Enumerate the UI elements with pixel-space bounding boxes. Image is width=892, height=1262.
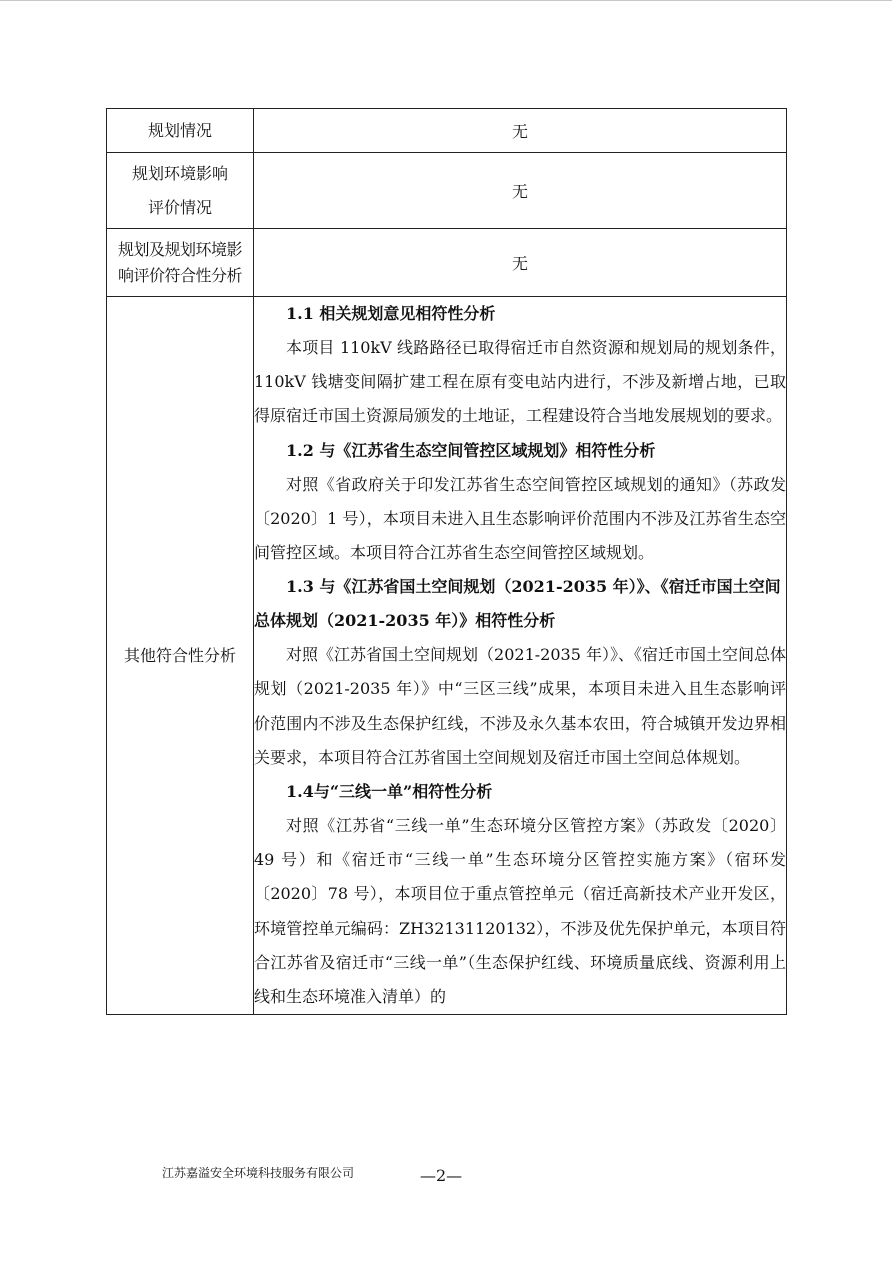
label-line: 响评价符合性分析 bbox=[117, 265, 242, 285]
section-heading-1-1: 1.1 相关规划意见相符性分析 bbox=[286, 304, 496, 323]
row-label-other-compliance: 其他符合性分析 bbox=[107, 297, 254, 1015]
table-row bbox=[107, 229, 787, 297]
section-text-1-3: 对照《江苏省国土空间规划（2021-2035 年）》、《宿迁市国土空间总体规划（2021-2035 年）》中“三区三线”成果，本项目未进入且生态影响评价范围内不涉及生态保护红线，不涉及永久基本农田，符合城镇开发边界相关要求，本项目符合江苏省国土空间规划及宿迁市国土空间总体规划。 bbox=[254, 645, 786, 767]
label-line: 规划及规划环境影 bbox=[117, 239, 242, 259]
section-heading-1-4: 1.4与“三线一单”相符性分析 bbox=[286, 782, 493, 802]
section-text-1-1: 本项目 110kV 线路路径已取得宿迁市自然资源和规划局的规划条件，110kV 钱塘变间隔扩建工程在原有变电站内进行，不涉及新增占地，已取得原宿迁市国土资源局颁发的土地证，工程建设符合当地发展规划的要求。 bbox=[254, 338, 786, 426]
row-label-planning-compliance bbox=[107, 229, 254, 297]
table-row bbox=[107, 153, 787, 229]
page-top-border bbox=[0, 0, 892, 1]
footer-company: 江苏嘉溢安全环境科技服务有限公司 bbox=[162, 1166, 355, 1180]
row-label-planning: 规划情况 bbox=[107, 109, 254, 153]
row-value-planning-eia: 无 bbox=[254, 153, 787, 229]
page-number: —2— bbox=[420, 1166, 463, 1185]
table-row bbox=[107, 297, 787, 1015]
compliance-table bbox=[106, 108, 787, 1015]
label-line: 评价情况 bbox=[147, 197, 212, 217]
section-text-1-4: 对照《江苏省“三线一单”生态环境分区管控方案》（苏政发〔2020〕49 号）和《宿迁市“三线一单”生态环境分区管控实施方案》（宿环发〔2020〕78 号），本项目位于重点管控单元（宿迁高新技术产业开发区，环境管控单元编码：ZH32131120132），不涉及优先保护单元，本项目符合江苏省及宿迁市“三线一单”（生态保护红线、环境质量底线、资源利用上线和生态环境准入清单）的 bbox=[254, 816, 786, 1007]
section-heading-1-3: 1.3 与《江苏省国土空间规划（2021-2035 年）》、《宿迁市国土空间总体规划（2021-2035 年）》相符性分析 bbox=[254, 577, 781, 631]
row-value-planning-compliance: 无 bbox=[254, 229, 787, 297]
section-heading-1-2: 1.2 与《江苏省生态空间管控区域规划》相符性分析 bbox=[286, 440, 656, 460]
label-line: 规划环境影响 bbox=[131, 163, 228, 183]
row-content-other-compliance bbox=[254, 297, 787, 1015]
row-value-planning: 无 bbox=[254, 109, 787, 153]
section-text-1-2: 对照《省政府关于印发江苏省生态空间管控区域规划的通知》（苏政发〔2020〕1 号），本项目未进入且生态影响评价范围内不涉及江苏省生态空间管控区域。本项目符合江苏省生态空间管控区域规划。 bbox=[254, 474, 786, 563]
row-label-planning-eia bbox=[107, 153, 254, 229]
table-row bbox=[107, 109, 787, 153]
